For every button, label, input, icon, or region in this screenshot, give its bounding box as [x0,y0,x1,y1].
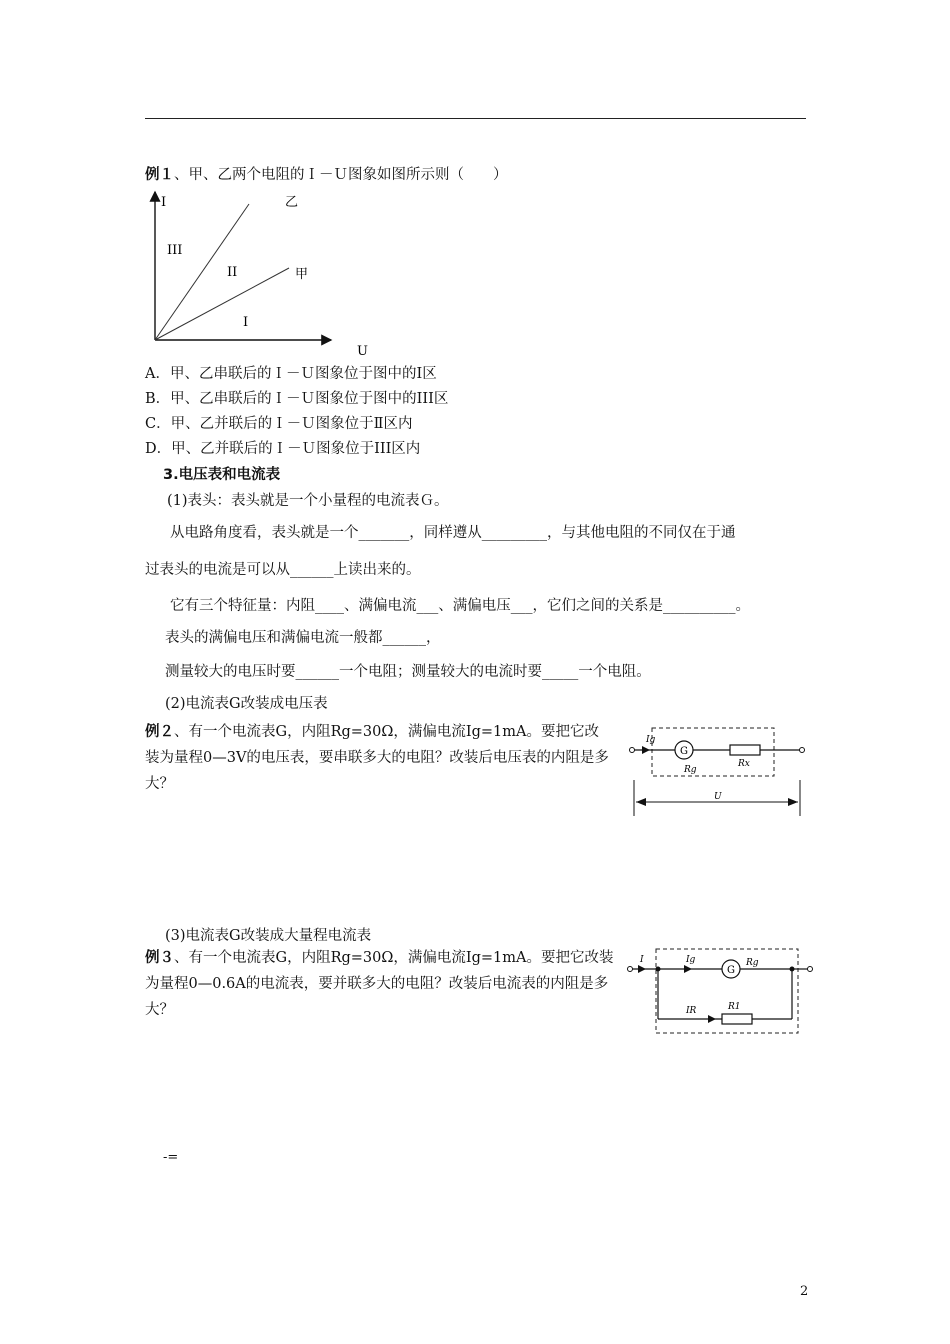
current-arrow [642,746,650,754]
example3-label: 例３ [145,950,174,966]
section3-p3: 过表头的电流是可以从______上读出来的。 [145,562,421,578]
example2-label: 例２ [145,724,174,740]
u-label: U [714,792,722,802]
example2-question [145,719,613,797]
footer-mark: -= [163,1150,179,1165]
header-rule [145,118,806,119]
region-3-label: III [167,243,183,258]
section3-p8: (3)电流表G改装成大量程电流表 [165,928,372,944]
option-d: D．甲、乙并联后的Ｉ－Ｕ图象位于III区内 [145,441,421,457]
terminal-left [628,967,633,972]
ig-label: Ig [646,735,656,745]
y-axis-label: I [161,195,167,210]
terminal-right [808,967,813,972]
ig-label: Ig [686,955,696,965]
resistor-rx [730,745,760,755]
section3-p6: 测量较大的电压时要______一个电阻；测量较大的电流时要_____一个电阻。 [165,664,651,680]
section3-p5: 表头的满偏电压和满偏电流一般都______， [165,630,441,646]
line-jia [155,268,289,340]
example3-question [145,945,615,1023]
svg-text:G: G [727,965,735,976]
example3-text: 、有一个电流表G，内阻Rg=30Ω，满偏电流Ig=1mA。要把它改装为量程0—0.6A的电流表，要并联多大的电阻？改装后电流表的内阻是多大？ [145,950,614,1018]
x-axis-label: U [357,344,368,359]
rx-label: Rx [738,759,750,769]
option-a: A．甲、乙串联后的Ｉ－Ｕ图象位于图中的Ⅰ区 [145,366,437,382]
svg-text:G: G [680,746,688,757]
example1-text: 、甲、乙两个电阻的Ｉ－Ｕ图象如图所示则（ ） [174,167,508,183]
option-c: C．甲、乙并联后的Ｉ－Ｕ图象位于Ⅱ区内 [145,416,413,432]
line-yi-label: 乙 [285,195,299,210]
iu-graph [145,188,385,360]
example1-question [145,163,508,184]
r1-label: R1 [728,1002,741,1012]
section3-p2: 从电路角度看，表头就是一个_______，同样遵从_________，与其他电阻的不同仅在于通 [170,525,736,541]
line-jia-label: 甲 [295,267,309,282]
option-b: B．甲、乙串联后的Ｉ－Ｕ图象位于图中的III区 [145,391,449,407]
example2-text: 、有一个电流表G，内阻Rg=30Ω，满偏电流Ig=1mA。要把它改装为量程0—3V的电压表，要串联多大的电阻？改装后电压表的内阻是多大？ [145,724,609,792]
section3-p7: (2)电流表G改装成电压表 [165,696,328,712]
rg-label: Rg [746,958,759,968]
example1-label: 例１ [145,167,174,183]
section3-p1: (1)表头：表头就是一个小量程的电流表Ｇ。 [167,493,449,509]
terminal-right [800,748,805,753]
page-number: 2 [800,1284,809,1299]
ir-label: IR [686,1006,697,1016]
ammeter-circuit [624,945,816,1037]
voltmeter-circuit [628,722,808,818]
section3-p4: 它有三个特征量：内阻____、满偏电流___、满偏电压___，它们之间的关系是__________。 [170,598,750,614]
rg-label: Rg [684,765,697,775]
region-1-label: I [243,315,249,330]
region-2-label: II [227,265,238,280]
section3-heading: 3.电压表和电流表 [163,467,281,483]
resistor-r1 [722,1014,752,1024]
i-label: I [640,955,644,965]
terminal-left [630,748,635,753]
